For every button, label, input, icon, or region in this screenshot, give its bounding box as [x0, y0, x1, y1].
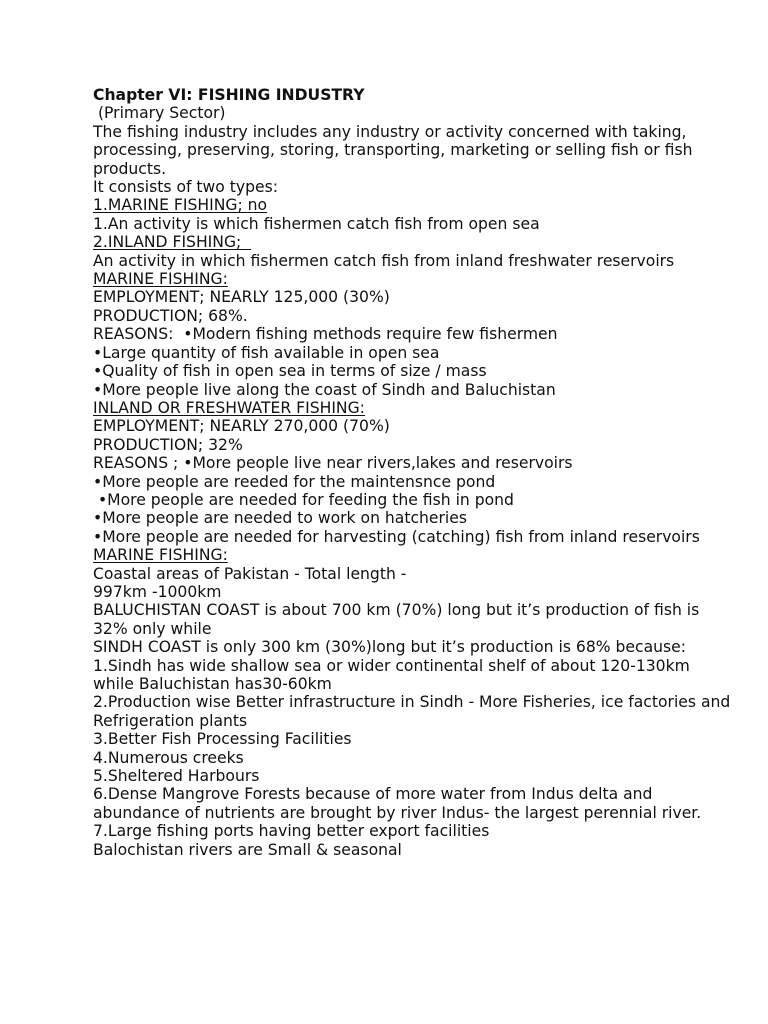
text-line: 2.Production wise Better infrastructure in Sindh - More Fisheries, ice factories and Refrigeration plants [93, 693, 736, 730]
text-line: (Primary Sector) [93, 104, 226, 123]
text-line: •More people are needed for harvesting (catching) fish from inland reservoirs [93, 527, 700, 546]
chapter-title: Chapter VI: FISHING INDUSTRY [93, 86, 365, 104]
text-line: 4.Numerous creeks [93, 748, 244, 767]
section-heading: MARINE FISHING: [93, 546, 228, 565]
text-line: •Quality of fish in open sea in terms of size / mass [93, 362, 487, 381]
text-line: 997km -1000km [93, 582, 222, 601]
text-line: The fishing industry includes any industry or activity concerned with taking, processing, preserving, storing, transporting, marketing or selling fish or fish products. [93, 122, 698, 178]
text-line: PRODUCTION; 68%. [93, 306, 248, 325]
text-line: 5.Sheltered Harbours [93, 767, 260, 786]
text-line: •More people are reeded for the maintensnce pond [93, 472, 496, 491]
text-line: Coastal areas of Pakistan - Total length - [93, 564, 407, 583]
text-line: PRODUCTION; 32% [93, 435, 243, 454]
section-heading: INLAND OR FRESHWATER FISHING: [93, 398, 365, 417]
text-line: •More people are needed for feeding the fish in pond [93, 490, 514, 509]
text-line: 6.Dense Mangrove Forests because of more water from Indus delta and abundance of nutrients are brought by river Indus- the largest perennial river. [93, 785, 702, 822]
text-line: REASONS: •Modern fishing methods require few fishermen [93, 325, 558, 344]
text-line: It consists of two types: [93, 178, 279, 197]
text-line: 7.Large fishing ports having better export facilities [93, 822, 490, 841]
document-body [93, 86, 736, 859]
text-line: •More people are needed to work on hatcheries [93, 509, 467, 528]
text-line: 1.Sindh has wide shallow sea or wider continental shelf of about 120-130km while Baluchistan has30-60km [93, 656, 695, 693]
text-line: Balochistan rivers are Small & seasonal [93, 840, 402, 859]
text-line: SINDH COAST is only 300 km (30%)long but it’s production is 68% because: [93, 638, 687, 657]
text-line: EMPLOYMENT; NEARLY 125,000 (30%) [93, 288, 390, 307]
section-heading: 1.MARINE FISHING; no [93, 196, 268, 215]
text-line: 3.Better Fish Processing Facilities [93, 730, 352, 749]
text-line: •Large quantity of fish available in open sea [93, 343, 440, 362]
document-lines [93, 104, 736, 859]
text-line: 1.An activity is which fishermen catch fish from open sea [93, 214, 540, 233]
text-line: REASONS ; •More people live near rivers,lakes and reservoirs [93, 454, 573, 473]
text-line: BALUCHISTAN COAST is about 700 km (70%) long but it’s production of fish is 32% only while [93, 601, 705, 638]
section-heading: 2.INLAND FISHING; [93, 233, 252, 252]
text-line: An activity in which fishermen catch fish from inland freshwater reservoirs [93, 251, 675, 270]
text-line: •More people live along the coast of Sindh and Baluchistan [93, 380, 556, 399]
text-line: EMPLOYMENT; NEARLY 270,000 (70%) [93, 417, 390, 436]
section-heading: MARINE FISHING: [93, 270, 228, 289]
